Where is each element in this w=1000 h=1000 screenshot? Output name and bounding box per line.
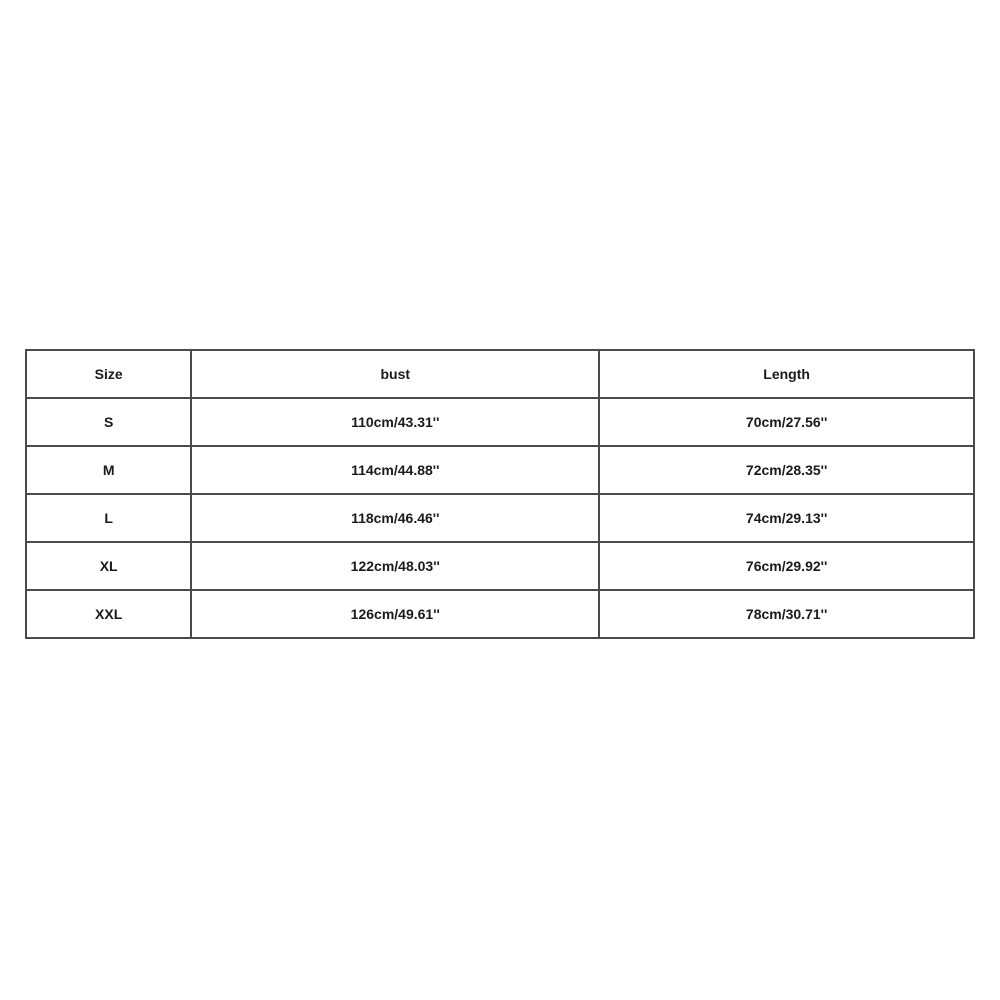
length-cell: 70cm/27.56'' (599, 398, 974, 446)
table-row (26, 542, 974, 590)
length-cell: 74cm/29.13'' (599, 494, 974, 542)
table-row (26, 446, 974, 494)
table-header-row (26, 350, 974, 398)
size-cell: XXL (26, 590, 191, 638)
header-bust: bust (191, 350, 599, 398)
bust-cell: 118cm/46.46'' (191, 494, 599, 542)
table-row (26, 494, 974, 542)
bust-cell: 126cm/49.61'' (191, 590, 599, 638)
table-row (26, 398, 974, 446)
bust-cell: 114cm/44.88'' (191, 446, 599, 494)
length-cell: 78cm/30.71'' (599, 590, 974, 638)
length-cell: 72cm/28.35'' (599, 446, 974, 494)
table-row (26, 590, 974, 638)
length-cell: 76cm/29.92'' (599, 542, 974, 590)
header-length: Length (599, 350, 974, 398)
size-cell: XL (26, 542, 191, 590)
size-cell: L (26, 494, 191, 542)
header-size: Size (26, 350, 191, 398)
size-cell: M (26, 446, 191, 494)
size-chart-table (25, 349, 975, 639)
bust-cell: 122cm/48.03'' (191, 542, 599, 590)
bust-cell: 110cm/43.31'' (191, 398, 599, 446)
size-cell: S (26, 398, 191, 446)
